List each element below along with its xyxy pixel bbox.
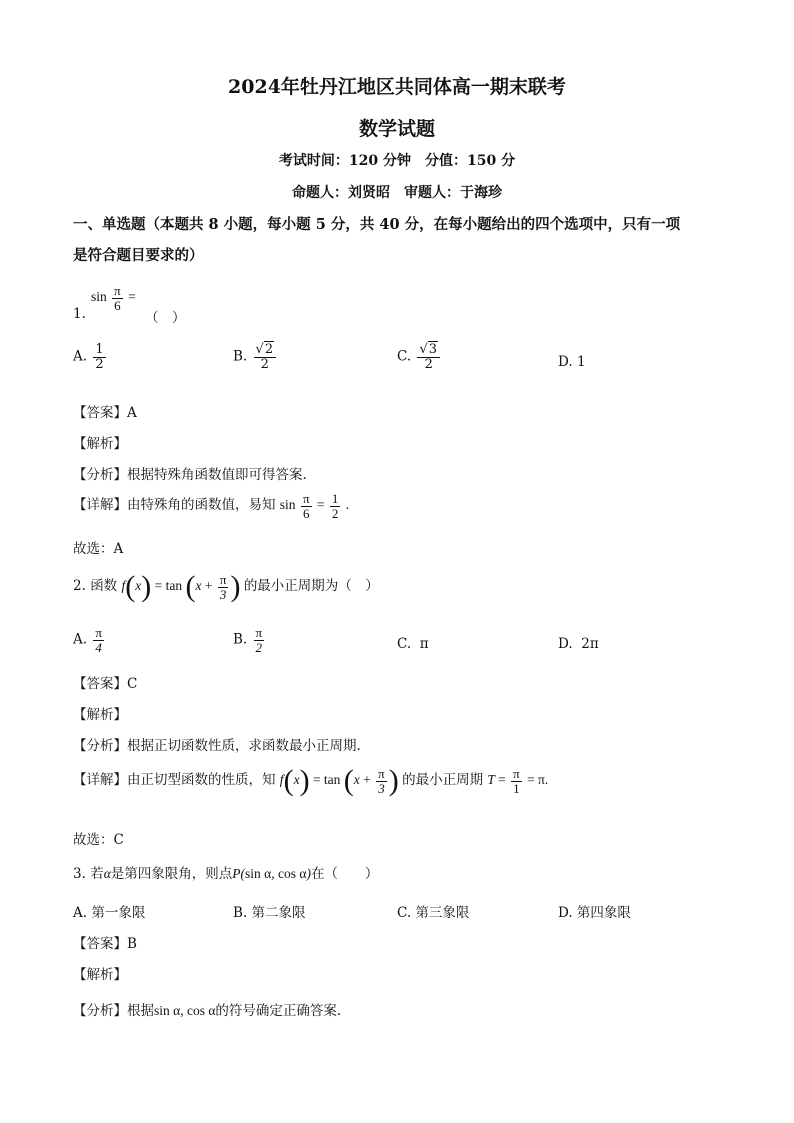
q3-option-d[interactable]: D. 第四象限 bbox=[558, 905, 631, 921]
fraction: $\frac{\pi}{3}$ bbox=[219, 571, 227, 602]
q3-option-c[interactable]: C. 第三象限 bbox=[397, 905, 470, 921]
point-expr: sin α, cos α bbox=[245, 866, 307, 881]
q1-detail: 【详解】由特殊角的函数值，易知 sin $\frac{\pi}{6}$ = $\frac{1}{2}$ . bbox=[73, 491, 350, 521]
section-heading-line2: 是符合题目要求的） bbox=[73, 247, 204, 264]
fraction: $\frac{1}{2}$ bbox=[95, 342, 104, 372]
fraction: $\frac{\pi}{6}$ bbox=[114, 283, 121, 313]
period-math: T = $\frac{\pi}{1}$ = π. bbox=[487, 765, 549, 796]
q1-option-d[interactable]: D. 1 bbox=[558, 354, 586, 370]
question-2: 2. 函数 f(x) = tan (x + $\frac{\pi}{3}$ ) 的最小正周期为（ ） bbox=[73, 570, 379, 603]
exam-title: 2024年牡丹江地区共同体高一期末联考 bbox=[228, 76, 566, 98]
answer-paren: （ ） bbox=[145, 310, 186, 326]
q1-fenxi: 【分析】根据特殊角函数值即可得答案. bbox=[73, 467, 307, 483]
fraction: $\frac{\pi}{2}$ bbox=[255, 625, 263, 655]
detail-math: sin $\frac{\pi}{6}$ = $\frac{1}{2}$ . bbox=[279, 491, 350, 521]
q3-option-b[interactable]: B. 第二象限 bbox=[233, 905, 306, 921]
q2-detail: 【详解】由正切型函数的性质，知 f(x) = tan (x + $\frac{\pi}{3}$ ) 的最小正周期 T = $\frac{\pi}{1}$ = π. bbox=[73, 764, 549, 797]
q1-choose: 故选：A bbox=[73, 541, 124, 557]
q2-choose: 故选：C bbox=[73, 832, 124, 848]
fraction: $\frac{√2}{2}$ bbox=[254, 343, 277, 371]
q1-option-c[interactable]: C. $\frac{√3}{2}$ bbox=[397, 343, 442, 371]
fraction: $\frac{\pi}{4}$ bbox=[95, 625, 102, 655]
q2-option-b[interactable]: B. $\frac{\pi}{2}$ bbox=[233, 625, 263, 655]
detail-math: f(x) = tan (x + $\frac{\pi}{3}$ ) bbox=[279, 764, 399, 797]
sqrt-radicand: 3 bbox=[428, 342, 438, 357]
fraction: $\frac{\pi}{3}$ bbox=[378, 765, 385, 796]
fraction: $\frac{\pi}{6}$ bbox=[302, 491, 310, 521]
q2-answer: 【答案】C bbox=[73, 676, 138, 692]
exam-info: 考试时间：120 分钟 分值：150 分 bbox=[278, 153, 516, 169]
question-number: 1. bbox=[73, 306, 86, 322]
q2-option-d[interactable]: D. 2π bbox=[558, 636, 599, 652]
q1-option-a[interactable]: A. $\frac{1}{2}$ bbox=[73, 342, 104, 372]
q2-fenxi: 【分析】根据正切函数性质，求函数最小正周期. bbox=[73, 738, 361, 754]
fenxi-expr: sin α, cos α bbox=[154, 1003, 216, 1018]
sqrt-radicand: 2 bbox=[264, 342, 274, 357]
q3-option-a[interactable]: A. 第一象限 bbox=[73, 905, 146, 921]
fraction: $\frac{√3}{2}$ bbox=[417, 343, 440, 371]
q1-analysis-tag: 【解析】 bbox=[73, 436, 127, 452]
q1-stem-math: sin $\frac{\pi}{6}$ = bbox=[91, 283, 136, 313]
question-3: 3. 若α是第四象限角，则点P(sin α, cos α)在（ ） bbox=[73, 866, 379, 882]
exam-authors: 命题人：刘贤昭 审题人：于海珍 bbox=[292, 185, 502, 201]
q1-answer: 【答案】A bbox=[73, 405, 137, 421]
section-heading-line1: 一、单选题（本题共 8 小题，每小题 5 分，共 40 分，在每小题给出的四个选项中，只有一项 bbox=[73, 216, 681, 233]
q2-option-c[interactable]: C. π bbox=[397, 636, 429, 652]
fraction: $\frac{\pi}{1}$ bbox=[513, 765, 520, 796]
q1-option-b[interactable]: B. $\frac{√2}{2}$ bbox=[233, 343, 278, 371]
fraction: $\frac{1}{2}$ bbox=[331, 491, 339, 521]
q2-option-a[interactable]: A. $\frac{\pi}{4}$ bbox=[73, 625, 102, 655]
q2-analysis-tag: 【解析】 bbox=[73, 707, 127, 723]
q3-answer: 【答案】B bbox=[73, 936, 137, 952]
q2-stem-math: f(x) = tan (x + $\frac{\pi}{3}$ ) bbox=[121, 570, 241, 603]
q3-analysis-tag: 【解析】 bbox=[73, 967, 127, 983]
q3-fenxi: 【分析】根据sin α, cos α的符号确定正确答案. bbox=[73, 1003, 342, 1019]
exam-subtitle: 数学试题 bbox=[358, 118, 435, 140]
